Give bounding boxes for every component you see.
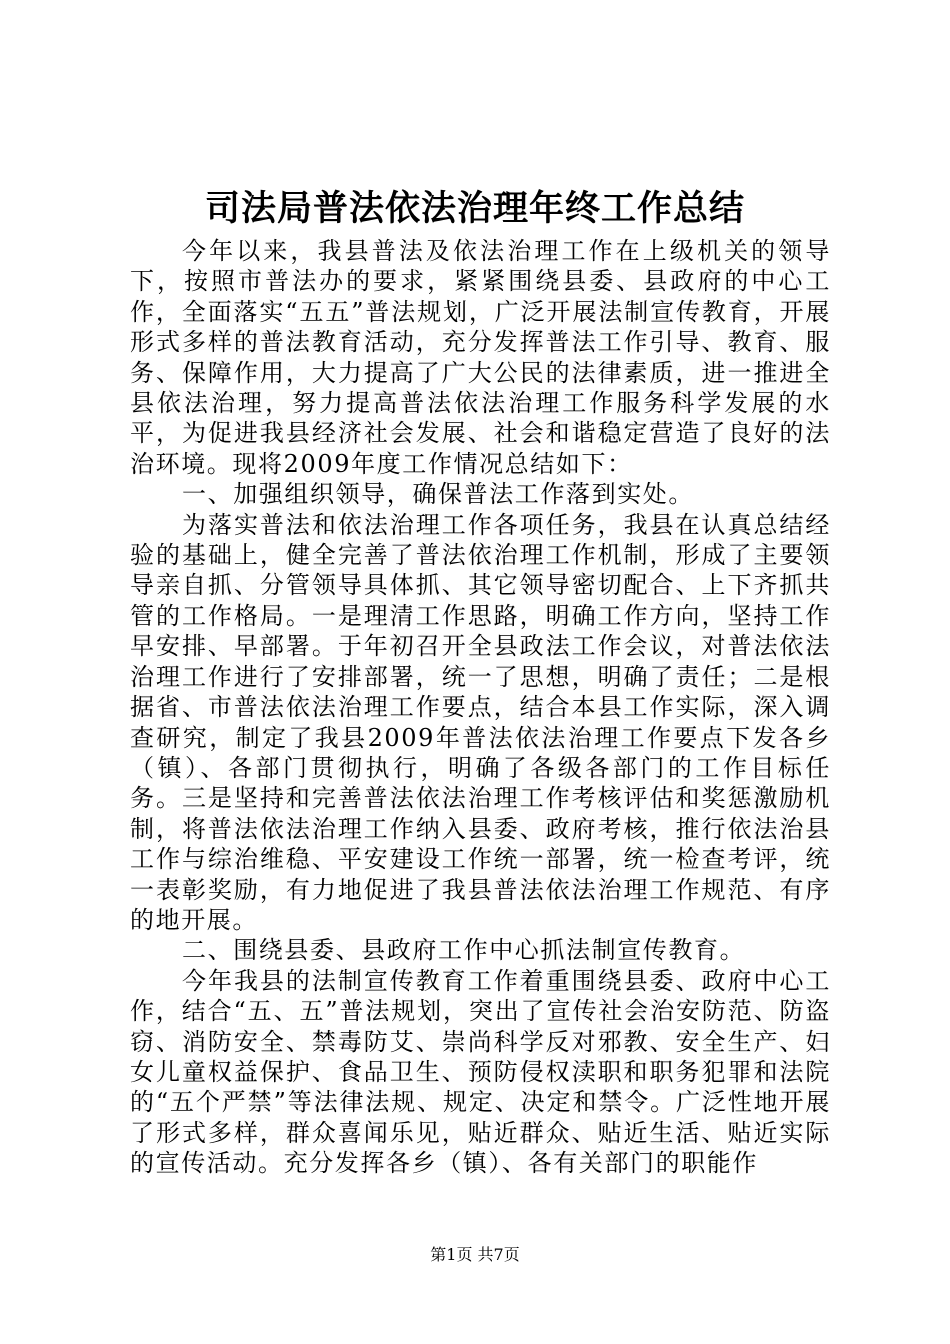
- paragraph-section-2: 今年我县的法制宣传教育工作着重围绕县委、政府中心工作，结合“五、五”普法规划，突出了宣传社会治安防范、防盗窃、消防安全、禁毒防艾、崇尚科学反对邪教、安全生产、妇女儿童权益保护、食品卫生、预防侵权渎职和职务犯罪和法院的“五个严禁”等法律法规、规定、决定和禁令。广泛性地开展了形式多样，群众喜闻乐见，贴近群众、贴近生活、贴近实际的宣传活动。充分发挥各乡（镇）、各有关部门的职能作: [130, 966, 831, 1178]
- document-title: 司法局普法依法治理年终工作总结: [204, 188, 745, 229]
- paragraph-intro: 今年以来，我县普法及依法治理工作在上级机关的领导下，按照市普法办的要求，紧紧围绕县委、县政府的中心工作，全面落实“五五”普法规划，广泛开展法制宣传教育，开展形式多样的普法教育活动，充分发挥普法工作引导、教育、服务、保障作用，大力提高了广大公民的法律素质，进一推进全县依法治理，努力提高普法依法治理工作服务科学发展的水平，为促进我县经济社会发展、社会和谐稳定营造了良好的法治环境。现将2009年度工作情况总结如下：: [130, 237, 831, 478]
- document-body: [130, 236, 831, 1179]
- page-footer: 第1页 共7页: [430, 1245, 520, 1264]
- paragraph-section-1: 为落实普法和依法治理工作各项任务，我县在认真总结经验的基础上，健全完善了普法依治理工作机制，形成了主要领导亲自抓、分管领导具体抓、其它领导密切配合、上下齐抓共管的工作格局。一是理清工作思路，明确工作方向，坚持工作早安排、早部署。于年初召开全县政法工作会议，对普法依法治理工作进行了安排部署，统一了思想，明确了责任；二是根据省、市普法依法治理工作要点，结合本县工作实际，深入调查研究，制定了我县2009年普法依法治理工作要点下发各乡（镇）、各部门贯彻执行，明确了各级各部门的工作目标任务。三是坚持和完善普法依法治理工作考核评估和奖惩激励机制，将普法依法治理工作纳入县委、政府考核，推行依法治县工作与综治维稳、平安建设工作统一部署，统一检查考评，统一表彰奖励，有力地促进了我县普法依法治理工作规范、有序的地开展。: [130, 510, 831, 934]
- section-heading-2: 二、围绕县委、县政府工作中心抓法制宣传教育。: [182, 936, 746, 965]
- section-heading-1: 一、加强组织领导，确保普法工作落到实处。: [182, 480, 694, 509]
